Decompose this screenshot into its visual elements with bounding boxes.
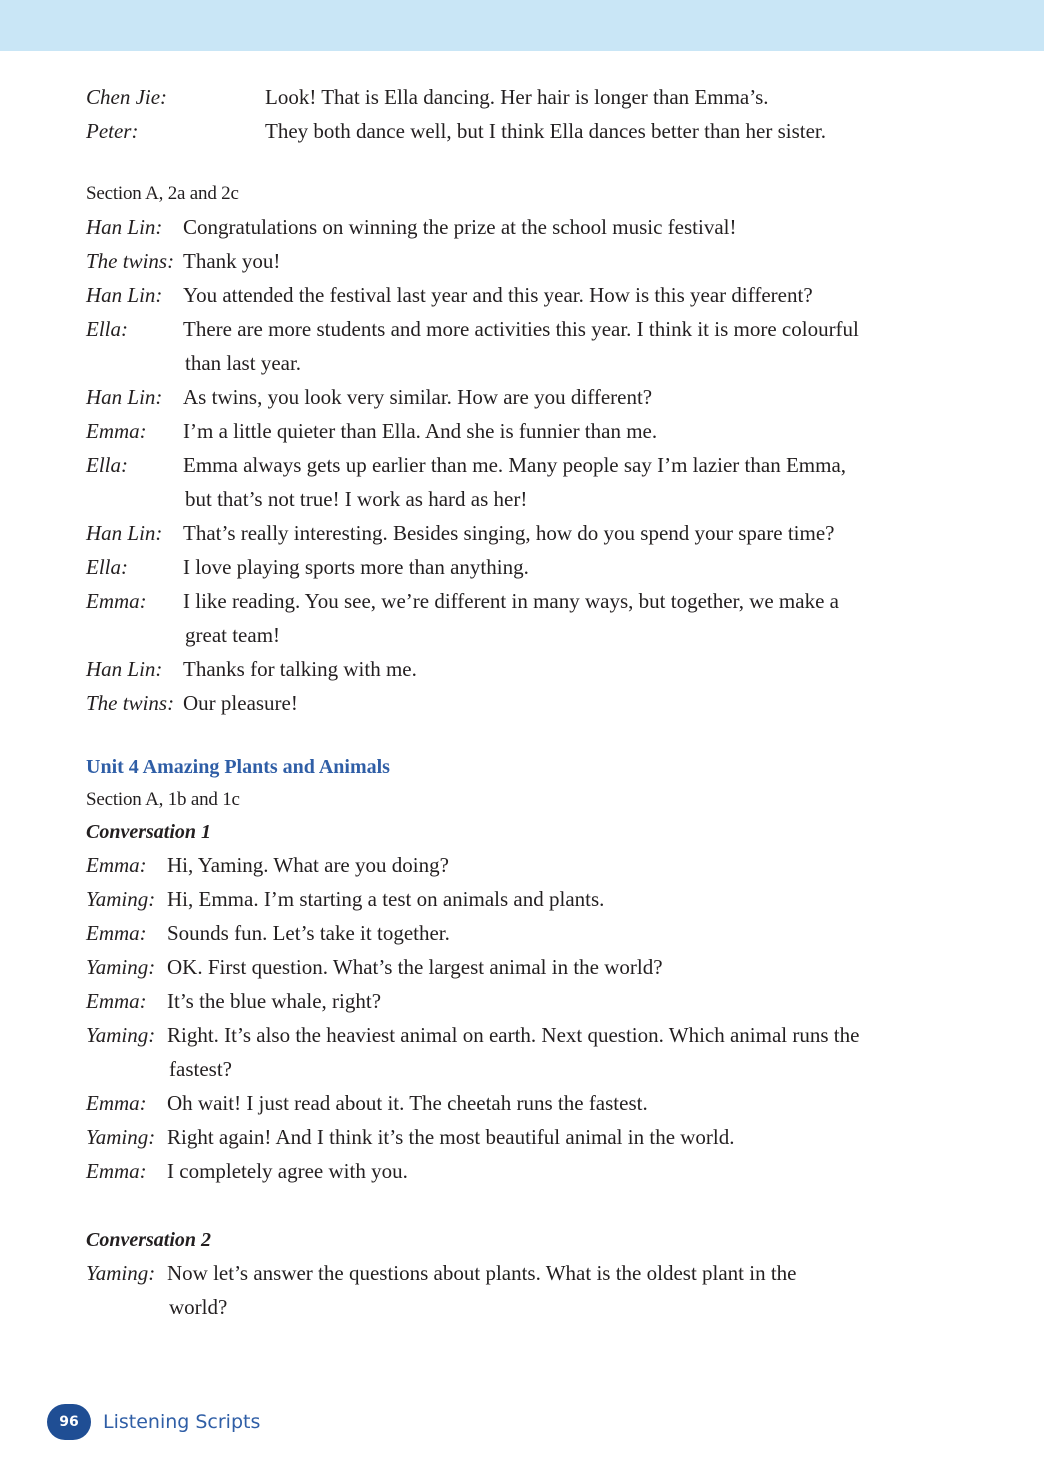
dialogue-block-conversation-2 xyxy=(86,1256,916,1324)
dialogue-line xyxy=(86,210,916,244)
section-heading: Section A, 1b and 1c xyxy=(86,789,240,810)
line-text: Right. It’s also the heaviest animal on earth. Next question. Which animal runs the xyxy=(167,1023,860,1047)
line-text: Thanks for talking with me. xyxy=(183,657,417,681)
dialogue-line xyxy=(86,950,916,984)
line-text: I like reading. You see, we’re different in many ways, but together, we make a xyxy=(183,589,839,613)
line-text: Look! That is Ella dancing. Her hair is longer than Emma’s. xyxy=(265,85,769,109)
dialogue-line xyxy=(86,380,916,414)
speaker-name: Yaming: xyxy=(86,1261,156,1285)
speaker-name: Emma: xyxy=(86,1159,147,1183)
dialogue-block-2a-2c xyxy=(86,210,916,720)
speaker-name: Han Lin: xyxy=(86,385,163,409)
speaker-name: Yaming: xyxy=(86,1125,156,1149)
dialogue-line xyxy=(86,346,916,380)
speaker-name: Ella: xyxy=(86,555,128,579)
conversation-title: Conversation 2 xyxy=(86,1229,212,1251)
speaker-name: Emma: xyxy=(86,921,147,945)
dialogue-line xyxy=(86,1290,916,1324)
listening-script-body xyxy=(86,80,916,1324)
dialogue-line xyxy=(86,1154,916,1188)
speaker-name: Emma: xyxy=(86,853,147,877)
page-number: 96 xyxy=(47,1404,91,1440)
dialogue-line xyxy=(86,114,916,148)
dialogue-line xyxy=(86,244,916,278)
speaker-name: Han Lin: xyxy=(86,521,163,545)
speaker-name: Chen Jie: xyxy=(86,85,168,109)
line-text: Congratulations on winning the prize at the school music festival! xyxy=(183,215,737,239)
line-text: but that’s not true! I work as hard as her! xyxy=(185,487,528,511)
line-text: Hi, Yaming. What are you doing? xyxy=(167,853,449,877)
dialogue-line xyxy=(86,482,916,516)
line-text: Right again! And I think it’s the most beautiful animal in the world. xyxy=(167,1125,735,1149)
speaker-name: Emma: xyxy=(86,1091,147,1115)
speaker-name: Han Lin: xyxy=(86,283,163,307)
speaker-name: Emma: xyxy=(86,989,147,1013)
line-text: world? xyxy=(169,1295,228,1319)
dialogue-line xyxy=(86,1120,916,1154)
dialogue-block-conversation-1 xyxy=(86,848,916,1188)
dialogue-line xyxy=(86,1256,916,1290)
speaker-name: The twins: xyxy=(86,691,175,715)
speaker-name: Han Lin: xyxy=(86,657,163,681)
dialogue-line xyxy=(86,916,916,950)
line-text: There are more students and more activities this year. I think it is more colourful xyxy=(183,317,859,341)
dialogue-block-unit3-end xyxy=(86,80,916,148)
header-band xyxy=(0,0,1044,51)
dialogue-line xyxy=(86,312,916,346)
footer-label: Listening Scripts xyxy=(103,1411,261,1433)
dialogue-line xyxy=(86,686,916,720)
dialogue-line xyxy=(86,278,916,312)
speaker-name: Peter: xyxy=(86,119,139,143)
speaker-name: Emma: xyxy=(86,419,147,443)
dialogue-line xyxy=(86,1052,916,1086)
speaker-name: Yaming: xyxy=(86,887,156,911)
speaker-name: The twins: xyxy=(86,249,175,273)
unit-title: Unit 4 Amazing Plants and Animals xyxy=(86,756,390,778)
dialogue-line xyxy=(86,984,916,1018)
dialogue-line xyxy=(86,516,916,550)
line-text: Our pleasure! xyxy=(183,691,298,715)
line-text: Now let’s answer the questions about plants. What is the oldest plant in the xyxy=(167,1261,797,1285)
line-text: great team! xyxy=(185,623,281,647)
line-text: Oh wait! I just read about it. The cheetah runs the fastest. xyxy=(167,1091,648,1115)
line-text: They both dance well, but I think Ella dances better than her sister. xyxy=(265,119,826,143)
dialogue-line xyxy=(86,584,916,618)
line-text: I love playing sports more than anything. xyxy=(183,555,529,579)
line-text: Thank you! xyxy=(183,249,281,273)
dialogue-line xyxy=(86,652,916,686)
line-text: As twins, you look very similar. How are you different? xyxy=(183,385,653,409)
line-text: I’m a little quieter than Ella. And she is funnier than me. xyxy=(183,419,658,443)
dialogue-line xyxy=(86,414,916,448)
line-text: You attended the festival last year and this year. How is this year different? xyxy=(183,283,813,307)
conversation-title: Conversation 1 xyxy=(86,821,212,843)
speaker-name: Ella: xyxy=(86,317,128,341)
line-text: fastest? xyxy=(169,1057,232,1081)
line-text: That’s really interesting. Besides singing, how do you spend your spare time? xyxy=(183,521,835,545)
dialogue-line xyxy=(86,618,916,652)
line-text: OK. First question. What’s the largest animal in the world? xyxy=(167,955,663,979)
dialogue-line xyxy=(86,1086,916,1120)
line-text: I completely agree with you. xyxy=(167,1159,408,1183)
page-footer xyxy=(47,1404,260,1440)
dialogue-line xyxy=(86,882,916,916)
speaker-name: Yaming: xyxy=(86,1023,156,1047)
dialogue-line xyxy=(86,1018,916,1052)
dialogue-line xyxy=(86,550,916,584)
line-text: than last year. xyxy=(185,351,302,375)
speaker-name: Emma: xyxy=(86,589,147,613)
line-text: Sounds fun. Let’s take it together. xyxy=(167,921,450,945)
line-text: Emma always gets up earlier than me. Many people say I’m lazier than Emma, xyxy=(183,453,847,477)
dialogue-line xyxy=(86,80,916,114)
dialogue-line xyxy=(86,848,916,882)
speaker-name: Ella: xyxy=(86,453,128,477)
line-text: It’s the blue whale, right? xyxy=(167,989,382,1013)
section-heading: Section A, 2a and 2c xyxy=(86,183,239,204)
speaker-name: Yaming: xyxy=(86,955,156,979)
line-text: Hi, Emma. I’m starting a test on animals and plants. xyxy=(167,887,605,911)
speaker-name: Han Lin: xyxy=(86,215,163,239)
dialogue-line xyxy=(86,448,916,482)
